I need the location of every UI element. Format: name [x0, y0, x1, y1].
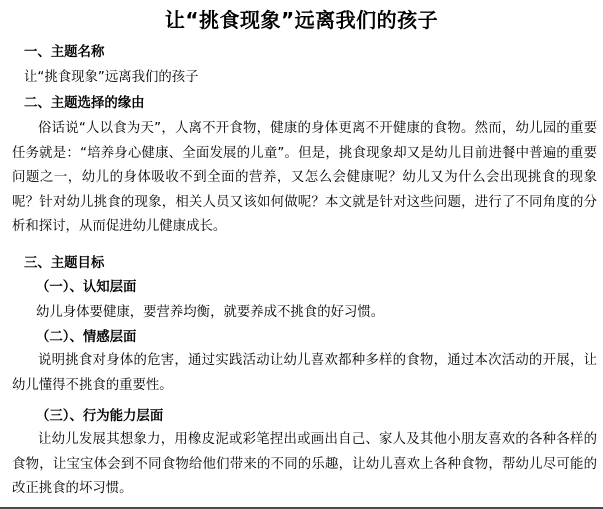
topic-name-text: 让“挑食现象”远离我们的孩子: [24, 70, 199, 85]
goal-cognitive-text: 幼儿身体要健康，要营养均衡，就要养成不挑食的好习惯。: [36, 305, 385, 320]
reason-paragraph: 俗话说“人以食为天”，人离不开食物，健康的身体更离不开健康的食物。然而，幼儿园的重要任务就是：“培养身心健康、全面发展的儿童”。但是，挑食现象却又是幼儿目前进餐中普遍的重要问题之一，幼儿的身体吸收不到全面的营养，又怎么会健康呢？幼儿又为什么会出现挑食的现象呢？针对幼儿挑食的现象，相关人员又该如何做呢？本文就是针对这些问题，进行了不同角度的分析和探讨，从而促进幼儿健康成长。: [12, 121, 597, 234]
goal-heading-emotional: （二）、情感层面: [36, 330, 137, 345]
goal-behavior-paragraph: 让幼儿发展其想象力，用橡皮泥或彩笔捏出或画出自己、家人及其他小朋友喜欢的各种各样的食物，让宝宝体会到不同食物给他们带来的不同的乐趣，让幼儿喜欢上各种食物，帮幼儿尽可能的改正挑食的坏习惯。: [12, 432, 597, 496]
section-heading-topic-name: 一、主题名称: [24, 45, 105, 60]
document-title: 让“挑食现象”远离我们的孩子: [164, 8, 439, 32]
goal-emotional-paragraph: 说明挑食对身体的危害，通过实践活动让幼儿喜欢都种多样的食物，通过本次活动的开展，让幼儿懂得不挑食的重要性。: [12, 353, 597, 393]
section-heading-reason: 二、主题选择的缘由: [24, 96, 145, 111]
section-heading-goals: 三、主题目标: [24, 256, 105, 271]
goal-heading-behavior: （三）、行为能力层面: [36, 409, 164, 424]
goal-heading-cognitive: （一）、认知层面: [36, 280, 137, 295]
